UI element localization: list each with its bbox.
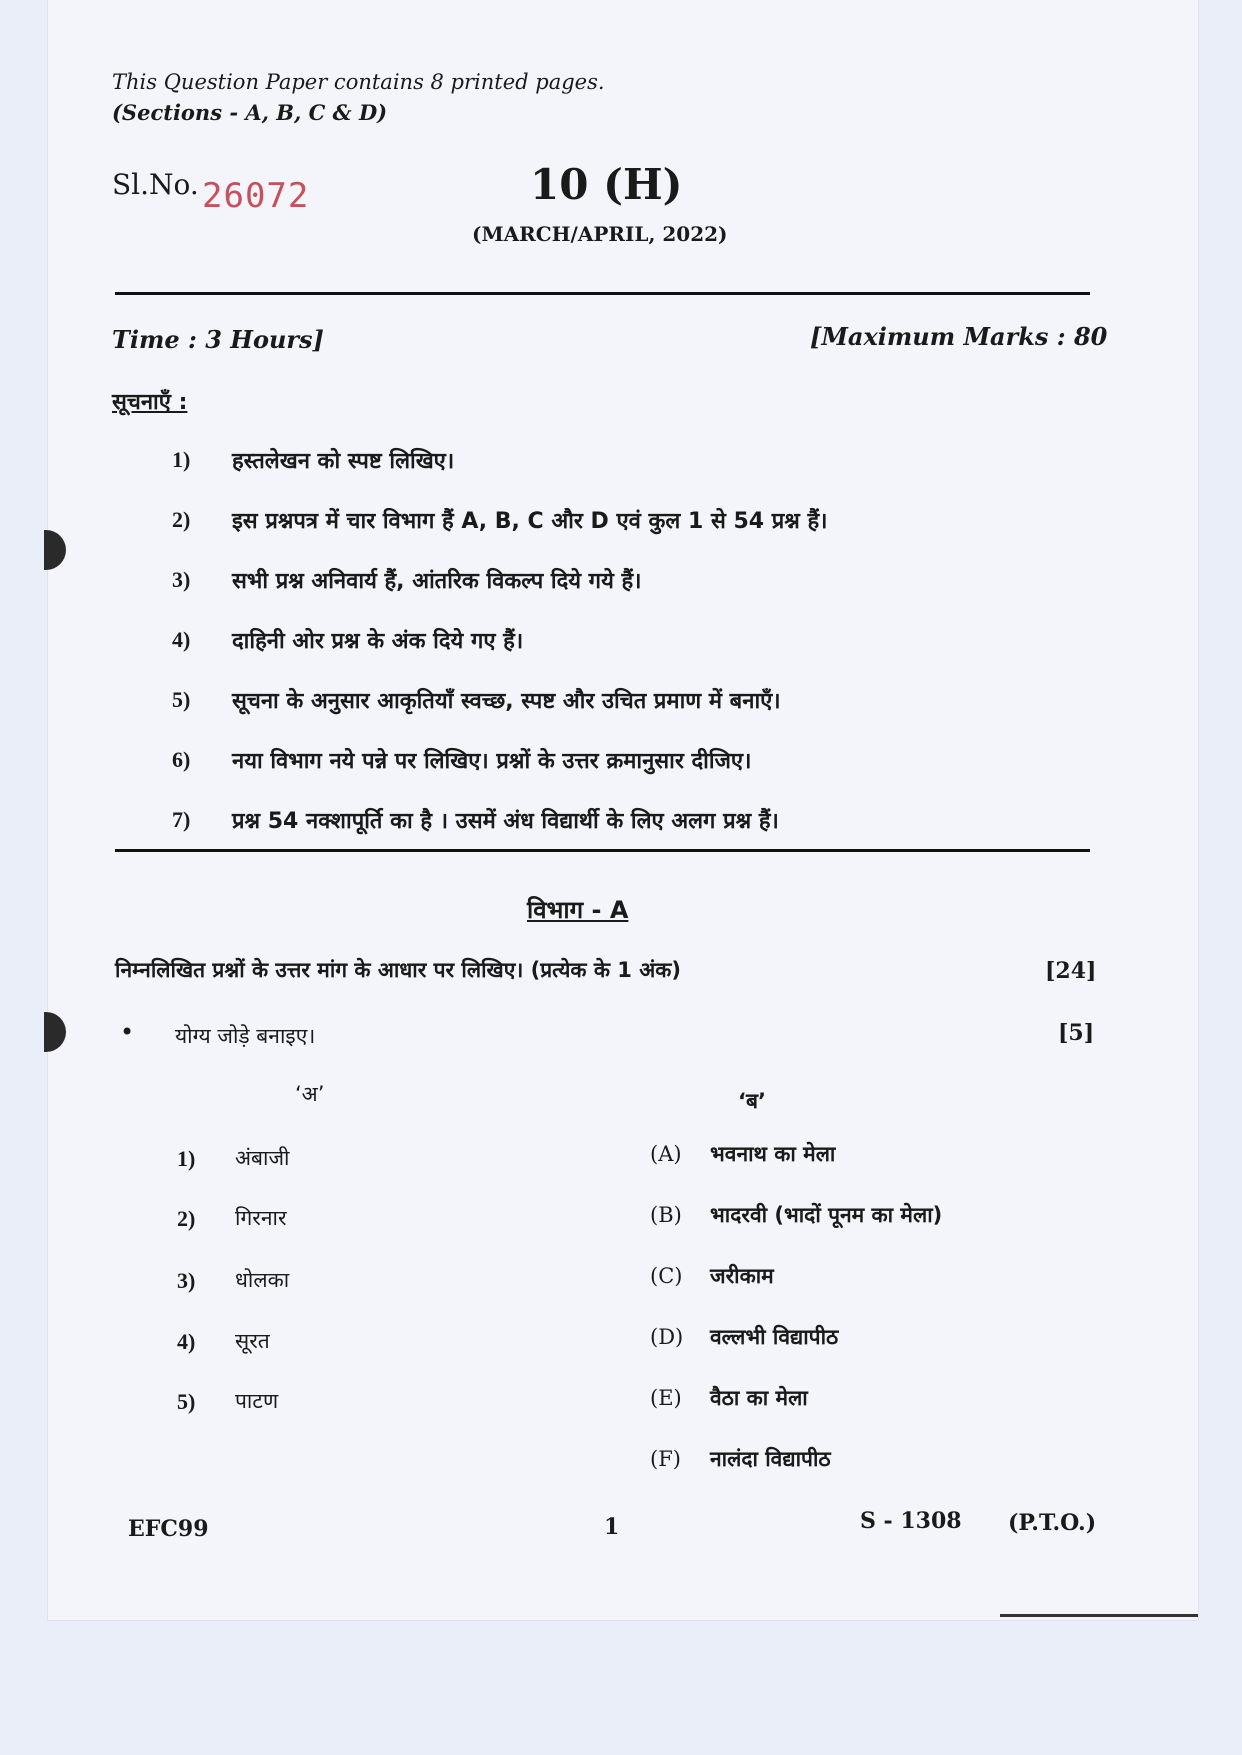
column-b-key: (A) [650, 1142, 682, 1166]
subject-code: 10 (H) [530, 160, 683, 209]
instruction-text: नया विभाग नये पन्ने पर लिखिए। प्रश्नों के उत्तर क्रमानुसार दीजिए। [232, 749, 752, 774]
column-b-item: वल्लभी विद्यापीठ [710, 1325, 839, 1349]
sections-note: (Sections - A, B, C & D) [112, 100, 388, 125]
serial-number: 26072 [202, 176, 310, 216]
instruction-number: 5) [172, 687, 191, 712]
instruction-text: प्रश्न 54 नक्शापूर्ति का है । उसमें अंध विद्यार्थी के लिए अलग प्रश्न हैं। [232, 809, 779, 834]
column-a-item: धोलका [235, 1268, 290, 1292]
instruction-number: 3) [172, 567, 191, 592]
bullet-icon: • [120, 1018, 135, 1046]
instructions-rule [115, 849, 1090, 852]
pto-note: (P.T.O.) [1008, 1510, 1097, 1536]
column-a-number: 4) [177, 1329, 196, 1354]
column-b-key: (F) [650, 1447, 681, 1471]
column-b-item: जरीकाम [710, 1264, 774, 1288]
section-directive: निम्नलिखित प्रश्नों के उत्तर मांग के आधार पर लिखिए। (प्रत्येक के 1 अंक) [115, 958, 681, 982]
column-b-item: वैठा का मेला [710, 1386, 808, 1410]
instruction-number: 2) [172, 507, 191, 532]
column-b-key: (C) [650, 1264, 683, 1288]
maximum-marks: [Maximum Marks : 80 [810, 322, 1108, 351]
page-count-note: This Question Paper contains 8 printed pages. [112, 70, 605, 94]
exam-session: (MARCH/APRIL, 2022) [472, 222, 728, 246]
instruction-text: इस प्रश्नपत्र में चार विभाग हैं A, B, C और D एवं कुल 1 से 54 प्रश्न हैं। [232, 509, 828, 534]
instruction-text: सभी प्रश्न अनिवार्य हैं, आंतरिक विकल्प दिये गये हैं। [232, 569, 642, 594]
paper-code: EFC99 [128, 1516, 209, 1542]
instruction-number: 4) [172, 627, 191, 652]
column-b-heading: ‘ब’ [738, 1089, 766, 1113]
instruction-number: 1) [172, 447, 191, 472]
instruction-text: सूचना के अनुसार आकृतियाँ स्वच्छ, स्पष्ट और उचित प्रमाण में बनाएँ। [232, 689, 781, 714]
column-a-item: सूरत [235, 1329, 270, 1353]
instruction-number: 6) [172, 747, 191, 772]
column-b-item: नालंदा विद्यापीठ [710, 1447, 831, 1471]
match-marks: [5] [1058, 1020, 1095, 1046]
column-a-number: 5) [177, 1389, 196, 1414]
column-a-number: 3) [177, 1268, 196, 1293]
column-a-number: 2) [177, 1206, 196, 1231]
column-b-item: भादरवी (भादों पूनम का मेला) [710, 1203, 943, 1227]
match-prompt: योग्य जोड़े बनाइए। [175, 1024, 316, 1048]
column-b-key: (E) [650, 1386, 682, 1410]
column-a-item: गिरनार [235, 1206, 287, 1230]
instruction-text: हस्तलेखन को स्पष्ट लिखिए। [232, 449, 455, 474]
column-a-item: अंबाजी [235, 1146, 290, 1170]
instruction-number: 7) [172, 807, 191, 832]
page-number: 1 [604, 1514, 620, 1540]
page-edge-line [1000, 1614, 1198, 1617]
instructions-heading: सूचनाएँ : [112, 390, 188, 415]
column-b-item: भवनाथ का मेला [710, 1142, 836, 1166]
section-title: विभाग - A [527, 896, 629, 924]
serial-label: Sl.No. [112, 168, 199, 201]
column-b-key: (B) [650, 1203, 682, 1227]
exam-time: Time : 3 Hours] [112, 325, 324, 354]
series-code: S - 1308 [860, 1508, 962, 1534]
column-b-key: (D) [650, 1325, 684, 1349]
column-a-item: पाटण [235, 1389, 279, 1413]
column-a-heading: ‘अ’ [295, 1082, 325, 1106]
column-a-number: 1) [177, 1146, 196, 1171]
section-marks: [24] [1045, 958, 1097, 984]
instruction-text: दाहिनी ओर प्रश्न के अंक दिये गए हैं। [232, 629, 524, 654]
header-rule [115, 292, 1090, 295]
